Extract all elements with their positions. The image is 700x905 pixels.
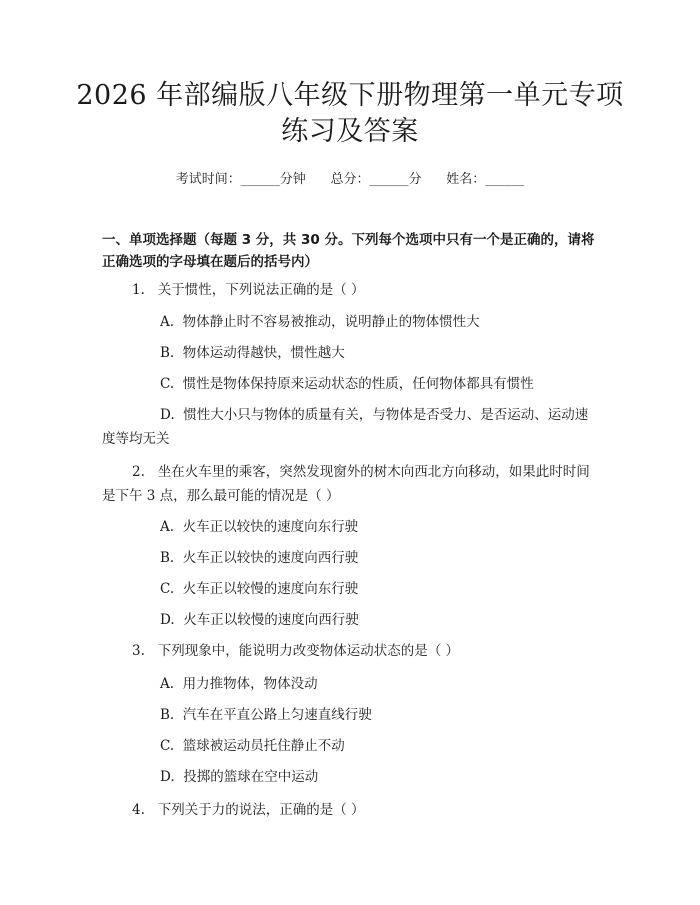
question-1-stem: 1. 关于惯性，下列说法正确的是（ ） [132, 282, 365, 298]
question-2-option-a: A. 火车正以较快的速度向东行驶 [160, 519, 359, 535]
title-line-1: 2026 年部编版八年级下册物理第一单元专项 [76, 80, 624, 111]
question-1-option-d-continued: 度等均无关 [102, 431, 170, 447]
exam-info: 考试时间：______分钟 总分：______分 姓名：______ [175, 172, 525, 187]
question-2-stem-continued: 是下午 3 点，那么最可能的情况是（ ） [102, 488, 340, 504]
section-heading-line-2: 正确选项的字母填在题后的括号内） [102, 254, 318, 270]
question-1-option-a: A. 物体静止时不容易被推动，说明静止的物体惯性大 [160, 314, 480, 330]
question-2-stem: 2. 坐在火车里的乘客，突然发现窗外的树木向西北方向移动，如果此时时间 [132, 464, 590, 480]
question-3-option-a: A. 用力推物体，物体没动 [160, 676, 318, 692]
section-heading-line-1: 一、单项选择题（每题 3 分，共 30 分。下列每个选项中只有一个是正确的，请将 [102, 232, 595, 248]
question-3-stem: 3. 下列现象中，能说明力改变物体运动状态的是（ ） [132, 643, 460, 659]
question-1-option-c: C. 惯性是物体保持原来运动状态的性质，任何物体都具有惯性 [160, 376, 534, 392]
question-3-option-c: C. 篮球被运动员托住静止不动 [160, 738, 345, 754]
question-2-option-b: B. 火车正以较快的速度向西行驶 [160, 550, 359, 566]
section-heading [102, 229, 602, 273]
question-3-option-b: B. 汽车在平直公路上匀速直线行驶 [160, 707, 372, 723]
question-1-option-d: D. 惯性大小只与物体的质量有关，与物体是否受力、是否运动、运动速 [160, 407, 589, 423]
question-1-option-b: B. 物体运动得越快，惯性越大 [160, 345, 345, 361]
question-4-stem: 4. 下列关于力的说法，正确的是（ ） [132, 802, 365, 818]
title-line-2: 练习及答案 [281, 116, 419, 147]
question-2-option-c: C. 火车正以较慢的速度向东行驶 [160, 581, 359, 597]
question-2-option-d: D. 火车正以较慢的速度向西行驶 [160, 612, 359, 628]
question-3-option-d: D. 投掷的篮球在空中运动 [160, 769, 319, 785]
document-title [60, 78, 640, 150]
